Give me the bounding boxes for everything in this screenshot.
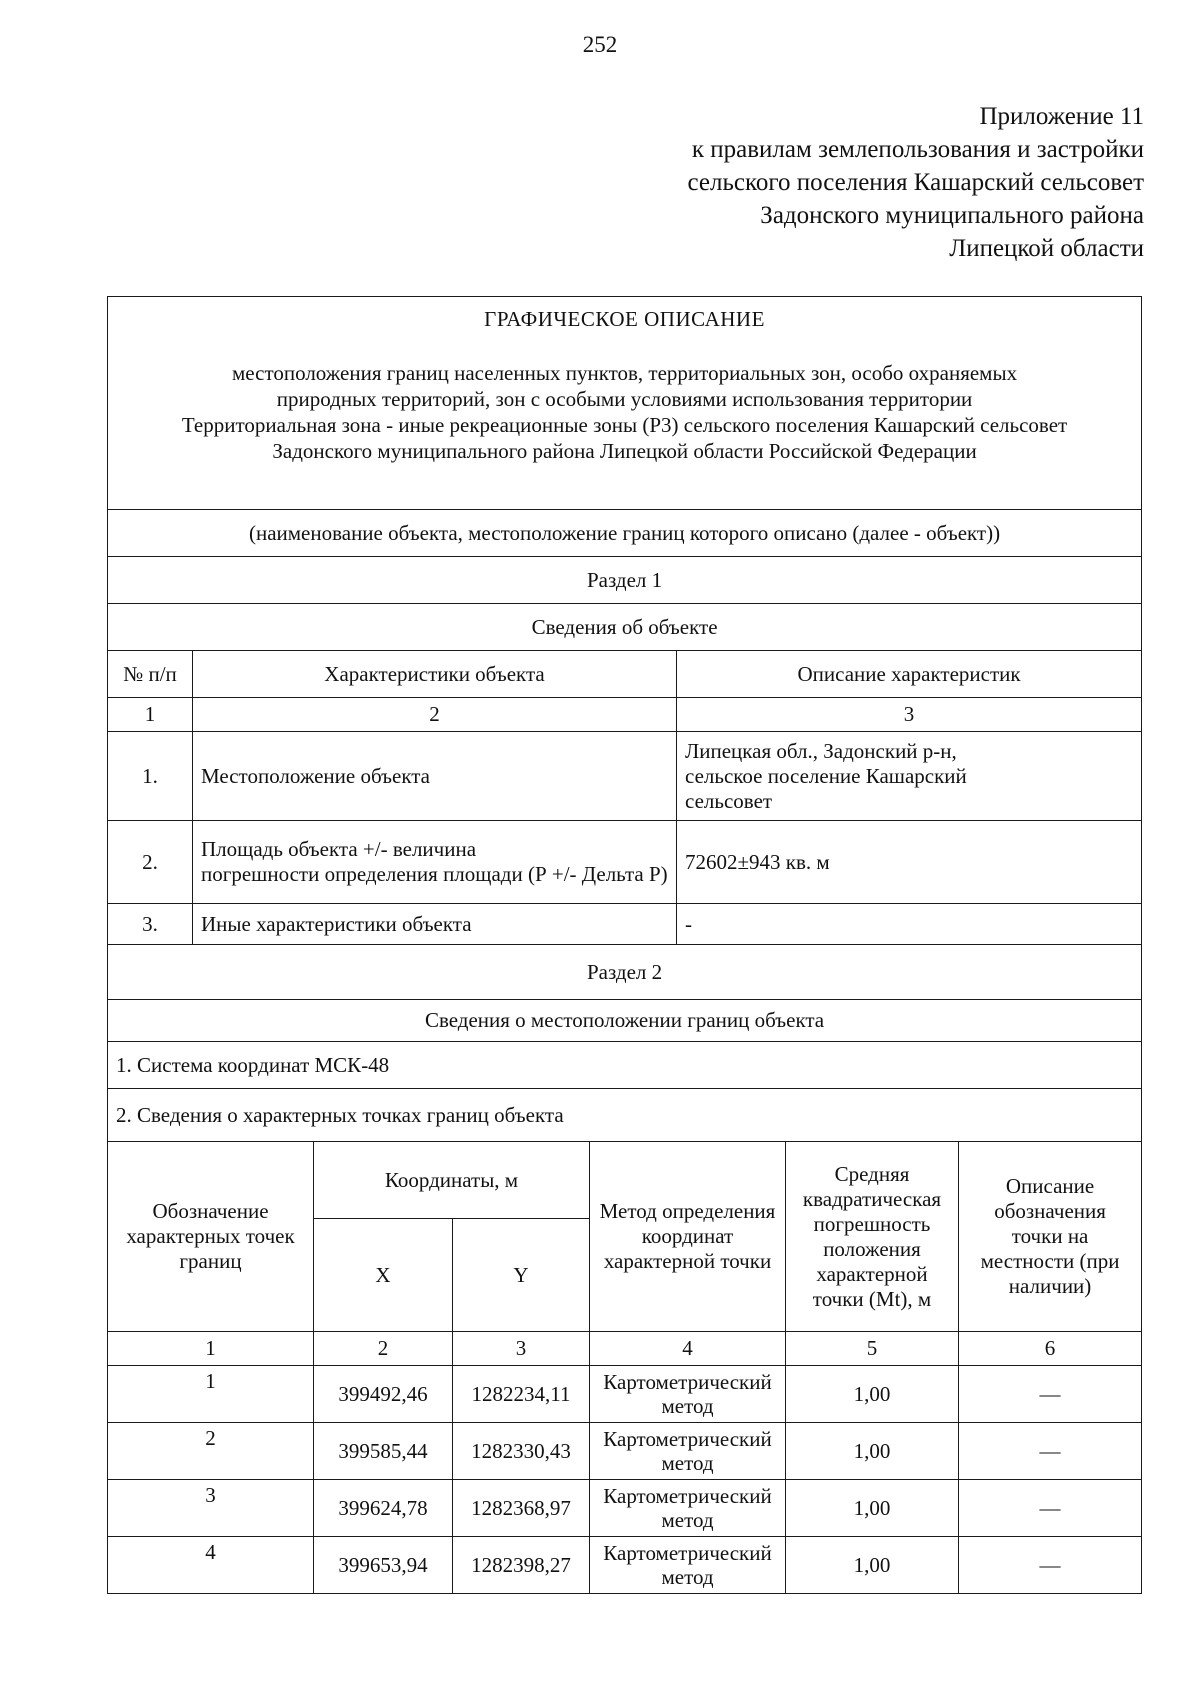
point-x: 399624,78 <box>314 1480 453 1537</box>
column-number: 1 <box>108 1332 314 1366</box>
method-line: метод <box>661 1394 714 1418</box>
point-description: — <box>959 1480 1142 1537</box>
point-description: — <box>959 1423 1142 1480</box>
header-line: погрешность <box>813 1211 931 1236</box>
column-number: 2 <box>314 1332 453 1366</box>
point-y: 1282398,27 <box>453 1537 590 1594</box>
row-number: 1. <box>108 732 193 821</box>
object-row <box>108 904 1142 945</box>
appendix-line: к правилам землепользования и застройки <box>691 136 1144 163</box>
point-id: 3 <box>108 1480 314 1537</box>
point-error: 1,00 <box>786 1537 959 1594</box>
point-row <box>108 1366 1142 1423</box>
column-number: 6 <box>959 1332 1142 1366</box>
section1-subtitle: Сведения об объекте <box>108 604 1142 651</box>
point-description: — <box>959 1537 1142 1594</box>
object-row <box>108 821 1142 904</box>
name-line: Площадь объекта +/- величина <box>201 837 477 861</box>
point-x: 399585,44 <box>314 1423 453 1480</box>
point-error: 1,00 <box>786 1480 959 1537</box>
header-line: координат <box>641 1224 734 1248</box>
section1-title: Раздел 1 <box>108 557 1142 604</box>
section2-subtitle: Сведения о местоположении границ объекта <box>108 1000 1142 1042</box>
method-line: Картометрический <box>603 1427 772 1451</box>
header-line: Обозначение <box>152 1199 269 1223</box>
points-caption: 2. Сведения о характерных точках границ объекта <box>108 1089 1142 1142</box>
header-line: обозначения <box>994 1199 1106 1223</box>
header-line: характерной <box>816 1261 928 1286</box>
row-number: 3. <box>108 904 193 945</box>
column-header-coordinates: Координаты, м <box>314 1142 590 1219</box>
point-row <box>108 1423 1142 1480</box>
point-x: 399653,94 <box>314 1537 453 1594</box>
value-line: Липецкая обл., Задонский р-н, <box>685 738 957 763</box>
method-line: Картометрический <box>603 1484 772 1508</box>
row-number: 2. <box>108 821 193 904</box>
row-name <box>193 821 677 904</box>
method-line: метод <box>661 1508 714 1532</box>
column-header-characteristics: Характеристики объекта <box>193 651 677 698</box>
header-line: Средняя <box>834 1161 910 1186</box>
header-line: точки (Mt), м <box>812 1286 932 1311</box>
document-header-cell <box>108 297 1142 510</box>
header-line: наличии) <box>1008 1274 1092 1298</box>
column-header-method <box>590 1142 786 1332</box>
point-y: 1282368,97 <box>453 1480 590 1537</box>
description-line: Задонского муниципального района Липецкой области Российской Федерации <box>272 439 977 463</box>
point-id: 1 <box>108 1366 314 1423</box>
appendix-line: Приложение 11 <box>979 103 1144 130</box>
header-line: местности (при <box>980 1249 1120 1273</box>
point-description: — <box>959 1366 1142 1423</box>
point-method <box>590 1366 786 1423</box>
page-number: 252 <box>582 32 618 57</box>
row-value: - <box>677 904 1142 945</box>
method-line: метод <box>661 1451 714 1475</box>
row-name: Иные характеристики объекта <box>193 904 677 945</box>
point-error: 1,00 <box>786 1423 959 1480</box>
point-method <box>590 1423 786 1480</box>
header-line: положения <box>823 1236 921 1261</box>
object-row <box>108 732 1142 821</box>
column-number: 2 <box>193 698 677 732</box>
column-header-error <box>786 1142 959 1332</box>
column-number: 3 <box>453 1332 590 1366</box>
column-header-point-description <box>959 1142 1142 1332</box>
document-title: ГРАФИЧЕСКОЕ ОПИСАНИЕ <box>484 307 765 331</box>
column-header-y: Y <box>453 1219 590 1332</box>
point-id: 2 <box>108 1423 314 1480</box>
appendix-header <box>688 100 1145 265</box>
header-line: Метод определения <box>599 1199 776 1223</box>
row-value: 72602±943 кв. м <box>677 821 1142 904</box>
column-number: 3 <box>677 698 1142 732</box>
row-name: Местоположение объекта <box>193 732 677 821</box>
point-error: 1,00 <box>786 1366 959 1423</box>
column-header-x: X <box>314 1219 453 1332</box>
header-line: точки на <box>1011 1224 1089 1248</box>
method-line: метод <box>661 1565 714 1589</box>
point-row <box>108 1480 1142 1537</box>
point-method <box>590 1537 786 1594</box>
description-line: Территориальная зона - иные рекреационные зоны (Р3) сельского поселения Кашарский сельсовет <box>181 413 1068 437</box>
graphic-description-table <box>107 296 1142 1594</box>
point-y: 1282330,43 <box>453 1423 590 1480</box>
header-line: Описание <box>1005 1174 1095 1198</box>
method-line: Картометрический <box>603 1541 772 1565</box>
description-line: местоположения границ населенных пунктов, территориальных зон, особо охраняемых <box>232 361 1018 385</box>
point-y: 1282234,11 <box>453 1366 590 1423</box>
column-number: 4 <box>590 1332 786 1366</box>
section2-title: Раздел 2 <box>108 945 1142 1000</box>
header-line: характерных точек <box>126 1224 295 1248</box>
point-method <box>590 1480 786 1537</box>
column-header-number: № п/п <box>108 651 193 698</box>
header-line: квадратическая <box>802 1186 942 1211</box>
method-line: Картометрический <box>603 1370 772 1394</box>
row-value <box>677 732 1142 821</box>
column-number: 5 <box>786 1332 959 1366</box>
point-x: 399492,46 <box>314 1366 453 1423</box>
column-number: 1 <box>108 698 193 732</box>
appendix-line: сельского поселения Кашарский сельсовет <box>687 169 1144 196</box>
appendix-line: Задонского муниципального района <box>760 202 1144 229</box>
document-description <box>112 360 1137 464</box>
header-line: границ <box>179 1249 242 1273</box>
column-header-designation <box>108 1142 314 1332</box>
header-line: характерной точки <box>603 1249 772 1273</box>
name-line: погрешности определения площади (Р +/- Дельта Р) <box>201 862 668 886</box>
value-line: сельсовет <box>685 788 773 813</box>
column-header-description: Описание характеристик <box>677 651 1142 698</box>
point-id: 4 <box>108 1537 314 1594</box>
point-row <box>108 1537 1142 1594</box>
appendix-line: Липецкой области <box>949 235 1144 262</box>
description-line: природных территорий, зон с особыми условиями использования территории <box>276 387 973 411</box>
coordinate-system: 1. Система координат МСК-48 <box>108 1042 1142 1089</box>
object-caption: (наименование объекта, местоположение границ которого описано (далее - объект)) <box>108 510 1142 557</box>
value-line: сельское поселение Кашарский <box>685 763 967 788</box>
